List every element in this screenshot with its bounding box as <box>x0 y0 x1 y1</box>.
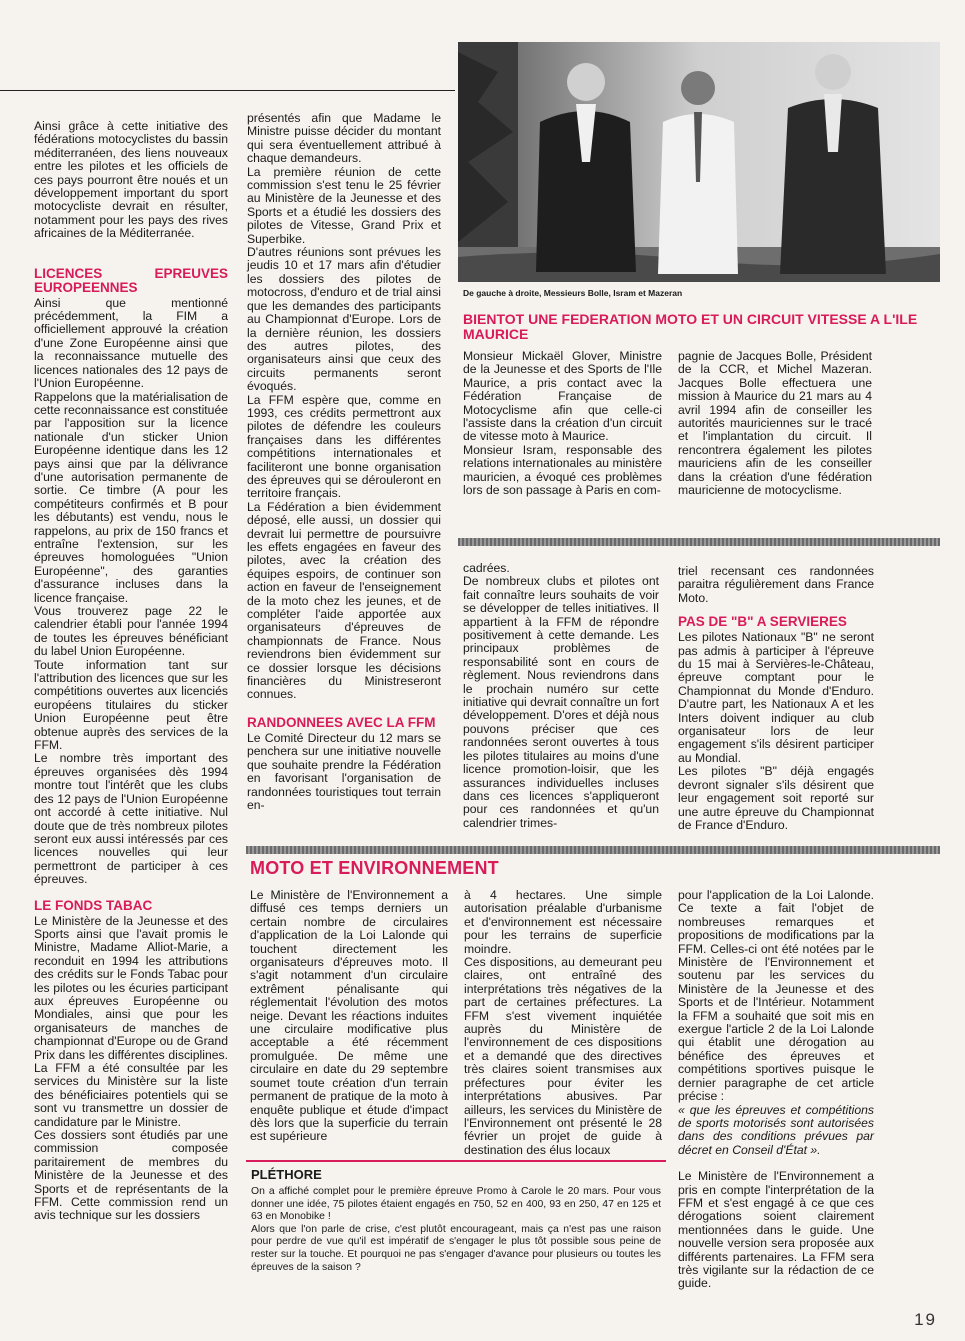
tabac-paragraph-1: Le Ministère de la Jeunesse et des Sports ainsi que l'avait promis le Ministre, Madame Alliot-Marie, a reconduit en 1994 les attributions des crédits sur le Fonds Tabac pour les pilotes ou les écuries participant aux épreuves Européenne ou Mondiales, ainsi que pour les organisateurs de manches de championnat d'Europe ou de Grand Prix dans les différentes disciplines. La FFM a été consultée par les services du Ministère sur la liste des bénéficiaires potentiels qui se sont vu transmettre un dossier de candidature par le Ministre. <box>34 913 228 1129</box>
servieres-paragraph-1: Les pilotes Nationaux "B" ne seront pas admis à participer à l'épreuve du 15 mai à Servières-le-Château, épreuve comptant pour le Championnat du Monde d'Enduro. D'autre part, les Nationaux A et les Inters doivent indiquer au club organisateur lors de leur engagement s'ils désirent participer au Mondial. <box>678 630 874 765</box>
plethore-paragraph-1: On a affiché complet pour le première épreuve Promo à Carole le 20 mars. Pour vous donner une idée, 75 pilotes étaient engagés en 750, 52 en 400, 93 en 250, 47 en 125 et 63 en Monobike ! <box>251 1186 661 1223</box>
plethore-heading: PLÉTHORE <box>251 1167 322 1182</box>
col3-paragraph-2: De nombreux clubs et pilotes ont fait connaître leurs souhaits de voir se développer de telles initiatives. Il appartient à la FFM de répondre positivement à cette demande. Les principaux problèmes de responsabilité sont en cours de règlement. Nous reviendrons dans le prochain numéro sur cette initiative qui devrait connaître un fort développement. D'ores et déjà nous pouvons préciser que ces randonnées seront ouvertes à tous les pilotes titulaires au moins d'une licence promotion-loisir, que les assurances individuelles incluses dans ces licences s'appliqueront pour ces randonnées et qu'un calendrier trimes- <box>463 574 659 830</box>
maurice-left-paragraph-2: Monsieur Isram, responsable des relations internationales au ministère mauricien, a évoqué ces problèmes lors de son passage à Paris en com- <box>463 442 662 498</box>
licences-paragraph-3: Vous trouverez page 22 le calendrier établi pour l'année 1994 de toutes les épreuves bénéficiant du label Union Européenne. <box>34 604 228 659</box>
licences-paragraph-1: Ainsi que mentionné précédemment, la FIM a officiellement approuvé la création d'une Zone Européenne ainsi que la reconnaissance mutuelle des licences nationales des 12 pays de l'Union Européenne. <box>34 295 228 391</box>
maurice-heading: BIENTOT UNE FEDERATION MOTO ET UN CIRCUIT VITESSE A L'ILE MAURICE <box>463 311 918 342</box>
col2-paragraph-3: D'autres réunions sont prévues les jeudis 10 et 17 mars afin d'étudier les dossiers des pilotes de motocross, d'enduro et de trial ainsi que les demandes des participants au Championnat d'Europe. Lors de la dernière réunion, les dossiers des autres pilotes, des organisateurs ainsi que ceux des circuits permanents seront évoqués. <box>247 245 441 394</box>
column-4 <box>678 565 874 832</box>
top-rule <box>0 90 455 91</box>
plethore-body <box>251 1186 661 1274</box>
environnement-title: MOTO ET ENVIRONNEMENT <box>250 858 499 878</box>
env-paragraph-3: Ces dispositions, au demeurant peu claires, ont entraîné des interprétations très négatives de la part de certaines préfectures. La FFM s'est vivement inquiétée auprès du Ministère de l'environnement de ces dispositions et a demandé que des directives très claires soient transmises aux préfectures pour éviter les interprétations abusives. Par ailleurs, les services du Ministère de l'Environnement ont présenté le 28 février un projet de guide à destination des élus locaux <box>464 955 662 1157</box>
col2-paragraph-1: présentés afin que Madame le Ministre puisse décider du montant qui sera éventuellement attribué à chaque demandeurs. <box>247 111 441 166</box>
column-3 <box>463 562 659 830</box>
env-quote: « que les épreuves et compétitions de sports motorisés sont autorisées dans des conditions prévues par décret en Conseil d'État ». <box>678 1102 874 1157</box>
photo-caption: De gauche à droite, Messieurs Bolle, Isram et Mazeran <box>463 288 683 298</box>
maurice-right-paragraph: pagnie de Jacques Bolle, Président de la CCR, et Michel Mazeran. Jacques Bolle effectuera une mission à Maurice du 21 mars au 4 avril 1994 afin de conseiller les autorités mauriciennes sur le tracé et l'implantation du circuit. Il rencontrera également les pilotes mauriciens afin de les conseiller dans la création d'une fédération mauricienne de motocyclisme. <box>678 349 872 498</box>
licences-paragraph-4: Toute information tant sur l'attribution des licences que sur les compétitions ouvertes aux licenciés européens titulaires du sticker Union Européenne peut être obtenue auprès des services de la FFM. <box>34 657 228 753</box>
col2-paragraph-4: La FFM espère que, comme en 1993, ces crédits permettront aux pilotes de défendre les couleurs françaises dans les différentes compétitions internationales et faciliteront une bonne organisation des épreuves qui se dérouleront en territoire français. <box>247 392 441 501</box>
plethore-paragraph-2: Alors que l'on parle de crise, c'est plutôt encourageant, mais ça n'est pas une raison pour perdre de vue qu'il est impératif de s'engager le plus tôt possible sous peine de rester sur la touche. Et pourquoi ne pas s'engager d'avance pour plusieurs ou toutes les épreuves de la saison ? <box>251 1223 661 1273</box>
env-paragraph-4: pour l'application de la Loi Lalonde. Ce texte a fait l'objet de nombreuses remarques et propositions de modifications par la FFM. Celles-ci ont été notées par le Ministère de l'Environnement et soutenu par les services du Ministère de la Jeunesse et des Sports et de l'Intérieur. Notamment la FFM a souhaité que soit mis en exergue l'article 2 de la Loi Lalonde qui établit une dérogation au bénéfice des épreuves et compétitions sportives puisque le dernier paragraphe de cet article précise : <box>678 888 874 1104</box>
col4-paragraph-1: triel recensant ces randonnées paraitra régulièrement dans France Moto. <box>678 564 874 605</box>
photo-three-men <box>458 42 940 282</box>
column-1 <box>34 120 228 1223</box>
env-paragraph-2: à 4 hectares. Une simple autorisation préalable d'urbanisme et d'environnement est nécessaire pour les terrains de superficie moindre. <box>464 888 662 956</box>
page-number: 19 <box>914 1310 937 1329</box>
maurice-right-column <box>678 350 872 497</box>
col2-paragraph-5: La Fédération a bien évidemment déposé, elle aussi, un dossier qui devrait lui permettre de poursuivre les effets engagées en faveur des pilotes, avec la création des équipes espoirs, de continuer son action en faveur de l'enseignement de la moto chez les jeunes, et de compléter l'aide apportée aux organisateurs d'épreuves de championnats de France. Nous reviendrons bien évidemment sur ce dossier lorsque les décisions financières du Ministreseront connues. <box>247 499 441 702</box>
tabac-heading: LE FONDS TABAC <box>34 897 153 913</box>
randonnees-paragraph: Le Comité Directeur du 12 mars se penchera sur une initiative nouvelle que souhaite prendre la Fédération en favorisant l'organisation de randonnées touristiques tout terrain en- <box>247 730 441 812</box>
maurice-left-column <box>463 350 662 497</box>
env-column-1 <box>250 889 448 1144</box>
column-2 <box>247 112 441 812</box>
tabac-paragraph-2: Ces dossiers sont étudiés par une commission composée paritairement de membres du Ministère de la Jeunesse et des Sports et de représentants de la FFM. Cette commission rend un avis technique sur les dossiers <box>34 1128 228 1223</box>
servieres-heading: PAS DE "B" A SERVIERES <box>678 614 847 630</box>
randonnees-heading: RANDONNEES AVEC LA FFM <box>247 714 436 730</box>
servieres-paragraph-2: Les pilotes "B" déjà engagés devront signaler s'ils désirent que leur engagement soit reporté sur une autre épreuve du Championnat de France d'Enduro. <box>678 764 874 832</box>
col2-paragraph-2: La première réunion de cette commission s'est tenu le 25 février au Ministère de la Jeunesse et des Sports et a étudié les dossiers des pilotes de Vitesse, Grand Prix et Superbike. <box>247 164 441 246</box>
licences-paragraph-2: Rappelons que la matérialisation de cette reconnaissance est constituée par l'apposition sur la licence nationale d'un sticker Union Européenne identique dans les 12 pays ainsi que par la délivrance d'une autorisation permanente de sortie. Ce timbre (A pour les compétiteurs confirmés et B pour les débutants) est vendu, nous le rappelons, au prix de 150 francs et entraîne l'extension, sur les épreuves homologuées "Union Européenne", des garanties d'assurance incluses dans la licence française. <box>34 389 228 605</box>
env-column-2 <box>464 889 662 1157</box>
photo-illustration <box>458 42 940 282</box>
licences-paragraph-5: Le nombre très important des épreuves organisées dès 1994 montre tout l'intérêt que les clubs des 12 pays de l'Union Européenne ont accordé à cette initiative. Nul doute que de très nombreux pilotes seront eux aussi intéressés par ces licences nouvelles qui leur permettront de participer à ces épreuves. <box>34 751 228 887</box>
env-column-3 <box>678 889 874 1291</box>
col3-paragraph-1: cadrées. <box>463 561 510 575</box>
env-pink-rule <box>246 1160 666 1162</box>
env-paragraph-1: Le Ministère de l'Environnement a diffusé ces temps derniers un certain nombre de circulaires d'application de la Loi Lalonde qui touchent directement les organisateurs d'épreuves moto. Il s'agit notamment d'un circulaire extrêment pénalisante qui réglementait l'évolution des motos neige. Devant les réactions induites une circulaire modificative plus acceptable a été récemment promulguée. De même une circulaire en date du 29 septembre soumet toute création d'un terrain permanent de pratique de la moto à enquête publique et étude d'impact dès lors que la superficie du terrain est supérieure <box>250 888 448 1144</box>
env-paragraph-5: Le Ministère de l'Environnement a pris en compte l'interprétation de la FFM et s'est engagé à ce que ces dérogations soient clairement mentionnées dans le guide. Une nouvelle version sera proposée aux différents partenaires. La FFM sera très vigilante sur la rédaction de ce guide. <box>678 1169 874 1291</box>
intro-paragraph: Ainsi grâce à cette initiative des fédérations motocyclistes du bassin méditerranéen, des liens nouveaux entre les pilotes et les officiels de ces pays pourront être noués et un développement important du sport motocycliste devrait en résulter, notamment pour les pays des rives africaines de la Méditerranée. <box>34 119 228 241</box>
maurice-left-paragraph-1: Monsieur Mickaël Glover, Ministre de la Jeunesse et des Sports de l'Ile Maurice, a pris contact avec la Fédération Française de Motocyclisme afin que celle-ci l'assiste dans la création d'un circuit de vitesse moto à Maurice. <box>463 349 662 444</box>
separator-band-top <box>458 538 940 546</box>
licences-heading: LICENCES EPREUVES EUROPEENNES <box>34 265 228 295</box>
separator-band-env <box>246 846 940 854</box>
